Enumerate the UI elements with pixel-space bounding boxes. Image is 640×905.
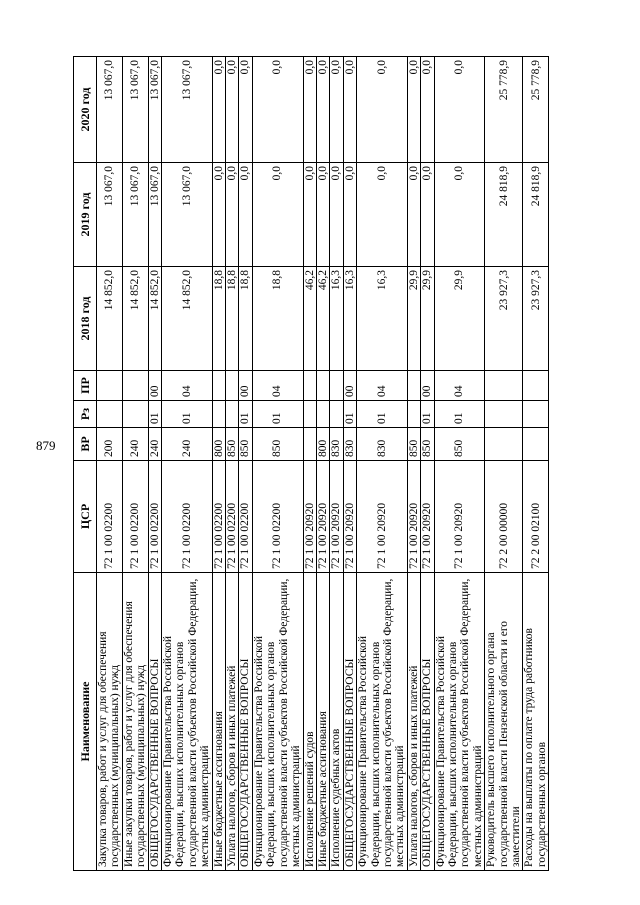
cell-y2018: 14 852,0	[122, 267, 148, 371]
cell-y2018: 29,9	[434, 267, 485, 371]
cell-y2019: 24 818,9	[523, 163, 549, 267]
table-row	[148, 57, 161, 871]
cell-rz	[212, 401, 225, 428]
cell-rz	[97, 401, 123, 428]
budget-table	[73, 56, 549, 871]
cell-rz: 01	[162, 401, 213, 428]
cell-y2020: 25 778,9	[523, 57, 549, 163]
cell-y2019: 13 067,0	[97, 163, 123, 267]
cell-rz: 01	[357, 401, 408, 428]
cell-csr: 72 1 00 02200	[122, 461, 148, 573]
table-row	[343, 57, 356, 871]
cell-name: ОБЩЕГОСУДАРСТВЕННЫЕ ВОПРОСЫ	[421, 573, 434, 871]
cell-vr: 240	[162, 428, 213, 461]
cell-y2020: 13 067,0	[97, 57, 123, 163]
cell-pr	[485, 371, 523, 401]
page-number: 879	[36, 438, 56, 453]
cell-y2020: 0,0	[212, 57, 225, 163]
cell-vr: 850	[239, 428, 252, 461]
cell-y2019: 24 818,9	[485, 163, 523, 267]
cell-vr	[485, 428, 523, 461]
cell-y2019: 0,0	[330, 163, 343, 267]
cell-vr: 800	[316, 428, 329, 461]
cell-pr: 00	[239, 371, 252, 401]
table-row	[434, 57, 485, 871]
header-2020: 2020 год	[74, 57, 97, 163]
cell-y2019: 0,0	[226, 163, 239, 267]
cell-y2020: 0,0	[421, 57, 434, 163]
cell-name: Расходы на выплаты по оплате труда работников государственных органов	[523, 573, 549, 871]
cell-vr: 850	[421, 428, 434, 461]
cell-y2020: 0,0	[357, 57, 408, 163]
cell-y2018: 23 927,3	[485, 267, 523, 371]
cell-csr: 72 1 00 20920	[434, 461, 485, 573]
cell-pr	[97, 371, 123, 401]
cell-y2018: 29,9	[407, 267, 420, 371]
cell-y2020: 0,0	[343, 57, 356, 163]
cell-name: Функционирование Правительства Российской Федерации, высших исполнительных органов государственной власти субъектов Российской Федерации, местных администраций	[162, 573, 213, 871]
table-row	[357, 57, 408, 871]
cell-y2019: 0,0	[407, 163, 420, 267]
table-row	[97, 57, 123, 871]
cell-y2019: 0,0	[316, 163, 329, 267]
cell-csr: 72 1 00 20920	[330, 461, 343, 573]
cell-y2020: 0,0	[407, 57, 420, 163]
cell-vr: 240	[122, 428, 148, 461]
cell-y2020: 0,0	[303, 57, 316, 163]
cell-csr: 72 2 00 02100	[523, 461, 549, 573]
cell-y2018: 16,3	[330, 267, 343, 371]
cell-y2019: 0,0	[212, 163, 225, 267]
cell-rz	[330, 401, 343, 428]
cell-name: Функционирование Правительства Российской Федерации, высших исполнительных органов государственной власти субъектов Российской Федерации, местных администраций	[252, 573, 303, 871]
cell-y2018: 29,9	[421, 267, 434, 371]
header-2019: 2019 год	[74, 163, 97, 267]
cell-vr	[303, 428, 316, 461]
cell-csr: 72 2 00 00000	[485, 461, 523, 573]
cell-vr: 830	[343, 428, 356, 461]
cell-csr: 72 1 00 02200	[162, 461, 213, 573]
cell-csr: 72 1 00 02200	[226, 461, 239, 573]
header-2018: 2018 год	[74, 267, 97, 371]
cell-name: Исполнение решений судов	[303, 573, 316, 871]
cell-y2019: 13 067,0	[122, 163, 148, 267]
cell-y2018: 16,3	[343, 267, 356, 371]
cell-csr: 72 1 00 02200	[252, 461, 303, 573]
table-row	[330, 57, 343, 871]
cell-rz: 01	[421, 401, 434, 428]
cell-y2019: 0,0	[343, 163, 356, 267]
cell-pr	[212, 371, 225, 401]
cell-pr	[303, 371, 316, 401]
header-name: Наименование	[74, 573, 97, 871]
cell-pr	[122, 371, 148, 401]
cell-csr: 72 1 00 20920	[303, 461, 316, 573]
cell-name: Иные закупки товаров, работ и услуг для обеспечения государственных (муниципальных) нужд	[122, 573, 148, 871]
cell-pr: 04	[162, 371, 213, 401]
cell-csr: 72 1 00 02200	[239, 461, 252, 573]
cell-rz	[407, 401, 420, 428]
cell-vr	[523, 428, 549, 461]
header-vr: ВР	[74, 428, 97, 461]
cell-rz	[523, 401, 549, 428]
cell-vr: 200	[97, 428, 123, 461]
cell-pr: 00	[148, 371, 161, 401]
table-row	[226, 57, 239, 871]
cell-y2018: 18,8	[226, 267, 239, 371]
table-row	[162, 57, 213, 871]
cell-csr: 72 1 00 20920	[316, 461, 329, 573]
cell-y2020: 0,0	[330, 57, 343, 163]
table-row	[212, 57, 225, 871]
cell-rz	[303, 401, 316, 428]
cell-name: Руководитель высшего исполнительного органа государственной власти Пензенской области и его заместители	[485, 573, 523, 871]
cell-y2018: 14 852,0	[162, 267, 213, 371]
cell-vr: 240	[148, 428, 161, 461]
table-header-row	[74, 57, 97, 871]
cell-name: ОБЩЕГОСУДАРСТВЕННЫЕ ВОПРОСЫ	[343, 573, 356, 871]
cell-y2018: 46,2	[303, 267, 316, 371]
cell-y2020: 25 778,9	[485, 57, 523, 163]
cell-y2020: 0,0	[226, 57, 239, 163]
cell-name: Исполнение судебных актов	[330, 573, 343, 871]
cell-y2019: 13 067,0	[162, 163, 213, 267]
cell-y2019: 0,0	[434, 163, 485, 267]
cell-vr: 800	[212, 428, 225, 461]
cell-name: Иные бюджетные ассигнования	[212, 573, 225, 871]
cell-name: Функционирование Правительства Российской Федерации, высших исполнительных органов государственной власти субъектов Российской Федерации, местных администраций	[434, 573, 485, 871]
cell-name: Иные бюджетные ассигнования	[316, 573, 329, 871]
cell-csr: 72 1 00 02200	[148, 461, 161, 573]
cell-vr: 850	[407, 428, 420, 461]
table-row	[421, 57, 434, 871]
cell-y2020: 0,0	[239, 57, 252, 163]
cell-y2018: 18,8	[212, 267, 225, 371]
cell-y2018: 46,2	[316, 267, 329, 371]
table-row	[303, 57, 316, 871]
cell-rz	[226, 401, 239, 428]
cell-rz: 01	[148, 401, 161, 428]
cell-csr: 72 1 00 02200	[97, 461, 123, 573]
cell-y2019: 0,0	[421, 163, 434, 267]
cell-y2018: 23 927,3	[523, 267, 549, 371]
cell-name: Закупка товаров, работ и услуг для обеспечения государственных (муниципальных) нужд	[97, 573, 123, 871]
cell-name: Уплата налогов, сборов и иных платежей	[226, 573, 239, 871]
cell-pr: 04	[357, 371, 408, 401]
cell-rz	[316, 401, 329, 428]
cell-y2020: 13 067,0	[122, 57, 148, 163]
cell-pr	[407, 371, 420, 401]
cell-pr: 04	[252, 371, 303, 401]
header-csr: ЦСР	[74, 461, 97, 573]
cell-y2019: 0,0	[239, 163, 252, 267]
cell-vr: 830	[357, 428, 408, 461]
cell-rz: 01	[252, 401, 303, 428]
cell-pr	[316, 371, 329, 401]
cell-vr: 850	[226, 428, 239, 461]
cell-y2018: 14 852,0	[97, 267, 123, 371]
cell-csr: 72 1 00 20920	[357, 461, 408, 573]
cell-csr: 72 1 00 20920	[407, 461, 420, 573]
table-row	[252, 57, 303, 871]
cell-vr: 850	[252, 428, 303, 461]
cell-y2020: 13 067,0	[162, 57, 213, 163]
table-row	[239, 57, 252, 871]
cell-y2019: 0,0	[252, 163, 303, 267]
cell-name: Уплата налогов, сборов и иных платежей	[407, 573, 420, 871]
cell-name: ОБЩЕГОСУДАРСТВЕННЫЕ ВОПРОСЫ	[239, 573, 252, 871]
header-rz: Рз	[74, 401, 97, 428]
table-row	[485, 57, 523, 871]
cell-y2018: 18,8	[252, 267, 303, 371]
cell-vr: 830	[330, 428, 343, 461]
table-row	[316, 57, 329, 871]
cell-y2018: 16,3	[357, 267, 408, 371]
cell-y2020: 0,0	[252, 57, 303, 163]
cell-pr	[330, 371, 343, 401]
cell-y2019: 0,0	[303, 163, 316, 267]
cell-name: ОБЩЕГОСУДАРСТВЕННЫЕ ВОПРОСЫ	[148, 573, 161, 871]
cell-csr: 72 1 00 20920	[421, 461, 434, 573]
header-pr: ПР	[74, 371, 97, 401]
cell-name: Функционирование Правительства Российской Федерации, высших исполнительных органов государственной власти субъектов Российской Федерации, местных администраций	[357, 573, 408, 871]
cell-vr: 850	[434, 428, 485, 461]
table-row	[523, 57, 549, 871]
table-row	[122, 57, 148, 871]
table-body	[97, 57, 549, 871]
cell-y2018: 18,8	[239, 267, 252, 371]
cell-y2020: 0,0	[434, 57, 485, 163]
cell-rz: 01	[343, 401, 356, 428]
cell-pr: 00	[343, 371, 356, 401]
cell-y2020: 0,0	[316, 57, 329, 163]
cell-rz: 01	[434, 401, 485, 428]
cell-csr: 72 1 00 20920	[343, 461, 356, 573]
cell-rz	[485, 401, 523, 428]
cell-pr: 04	[434, 371, 485, 401]
table-row	[407, 57, 420, 871]
cell-rz: 01	[239, 401, 252, 428]
cell-pr	[226, 371, 239, 401]
cell-pr	[523, 371, 549, 401]
cell-rz	[122, 401, 148, 428]
cell-y2020: 13 067,0	[148, 57, 161, 163]
cell-csr: 72 1 00 02200	[212, 461, 225, 573]
cell-y2018: 14 852,0	[148, 267, 161, 371]
cell-y2019: 13 067,0	[148, 163, 161, 267]
cell-y2019: 0,0	[357, 163, 408, 267]
cell-pr: 00	[421, 371, 434, 401]
